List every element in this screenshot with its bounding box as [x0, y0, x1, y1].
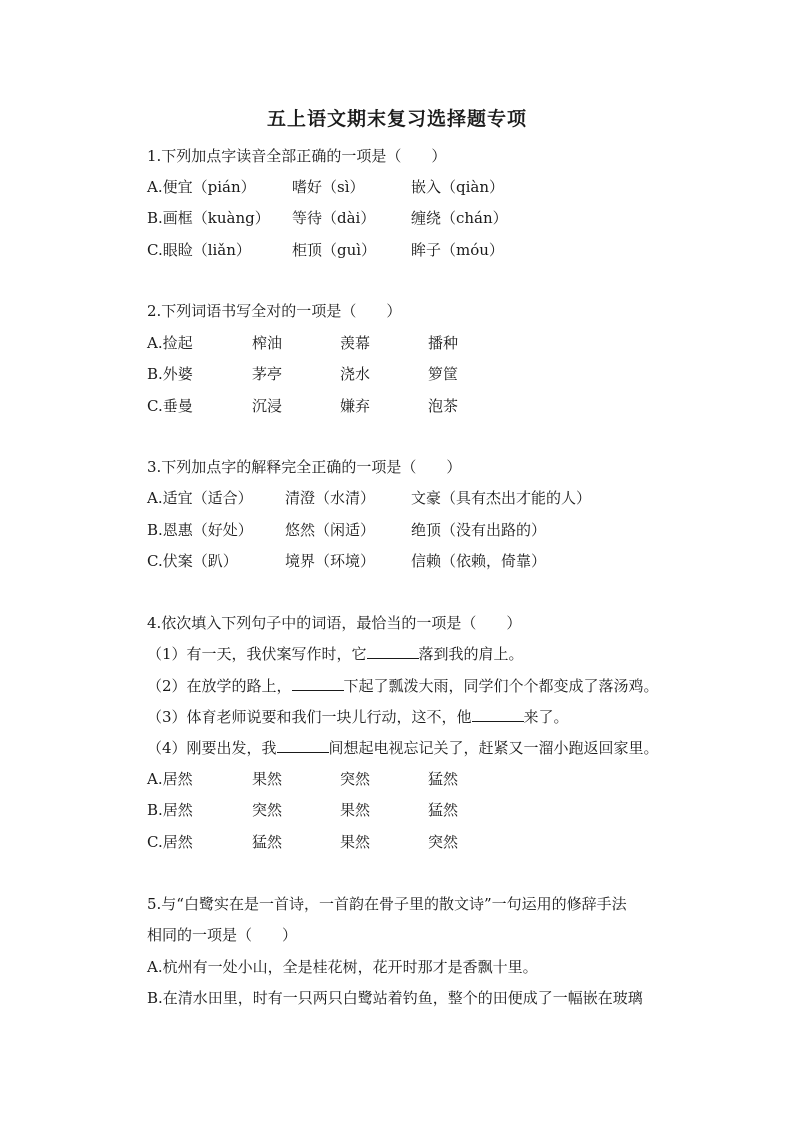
q4-option-a-2: 果然 — [252, 770, 283, 788]
q1-option-c-3: 眸子（móu） — [411, 241, 504, 259]
q4-option-c-2: 猛然 — [252, 833, 283, 851]
q4-option-c-4: 突然 — [428, 833, 459, 851]
q4-sentence-4-before: （4）刚要出发，我 — [147, 739, 277, 757]
q1-option-a-2: 嗜好（sì） — [292, 178, 365, 196]
q2-option-c-1: C.垂曼 — [147, 397, 193, 415]
q4-sentence-2-before: （2）在放学的路上， — [147, 677, 292, 695]
q4-option-c-3: 果然 — [340, 833, 371, 851]
answer-blank[interactable] — [292, 676, 344, 691]
q2-option-a-3: 羡幕 — [340, 334, 371, 352]
q1-option-a-1: A.便宜（pián） — [147, 178, 256, 196]
q2-option-c-2: 沉浸 — [252, 397, 283, 415]
q1-stem: 1.下列加点字读音全部正确的一项是（ ） — [147, 147, 447, 165]
q3-option-b-3: 绝顶（没有出路的） — [411, 521, 547, 539]
q2-option-a-1: A.捡起 — [147, 334, 193, 352]
q2-option-b-1: B.外婆 — [147, 365, 193, 383]
q4-option-c-1: C.居然 — [147, 833, 193, 851]
q3-option-c-1: C.伏案（趴） — [147, 552, 238, 570]
q4-sentence-3 — [147, 707, 569, 727]
q4-sentence-2 — [147, 676, 659, 696]
q4-option-a-4: 猛然 — [428, 770, 459, 788]
q2-option-b-3: 浇水 — [340, 365, 371, 383]
q4-option-b-4: 猛然 — [428, 801, 459, 819]
q4-sentence-1-after: 落到我的肩上。 — [418, 645, 524, 663]
q5-stem-line-1: 5.与“白鹭实在是一首诗，一首韵在骨子里的散文诗”一句运用的修辞手法 — [147, 895, 627, 913]
q1-option-a-3: 嵌入（qiàn） — [411, 178, 505, 196]
q2-option-b-2: 茅亭 — [252, 365, 283, 383]
q3-option-b-1: B.恩惠（好处） — [147, 521, 253, 539]
answer-blank[interactable] — [367, 644, 419, 659]
q4-option-b-3: 果然 — [340, 801, 371, 819]
answer-blank[interactable] — [472, 707, 524, 722]
q3-option-b-2: 悠然（闲适） — [285, 521, 376, 539]
q4-stem: 4.依次填入下列句子中的词语，最恰当的一项是（ ） — [147, 614, 522, 632]
q1-option-b-1: B.画框（kuàng） — [147, 209, 270, 227]
q2-option-c-4: 泡茶 — [428, 397, 459, 415]
q3-option-a-1: A.适宜（适合） — [147, 489, 253, 507]
q4-option-b-2: 突然 — [252, 801, 283, 819]
q3-option-c-3: 信赖（依赖，倚靠） — [411, 552, 547, 570]
q4-sentence-3-after: 来了。 — [523, 708, 569, 726]
q2-option-a-2: 榨油 — [252, 334, 283, 352]
q3-option-c-2: 境界（环境） — [285, 552, 376, 570]
q5-option-a: A.杭州有一处小山，全是桂花树，花开时那才是香飘十里。 — [147, 958, 538, 976]
q5-option-b: B.在清水田里，时有一只两只白鹭站着钓鱼，整个的田便成了一幅嵌在玻璃 — [147, 989, 643, 1007]
q5-stem-line-2: 相同的一项是（ ） — [147, 926, 298, 944]
q2-stem: 2.下列词语书写全对的一项是（ ） — [147, 302, 402, 320]
page-title: 五上语文期末复习选择题专项 — [266, 108, 527, 130]
q4-sentence-1-before: （1）有一天，我伏案写作时，它 — [147, 645, 367, 663]
q3-stem: 3.下列加点字的解释完全正确的一项是（ ） — [147, 458, 462, 476]
q4-option-a-1: A.居然 — [147, 770, 193, 788]
q4-sentence-2-after: 下起了瓢泼大雨，同学们个个都变成了落汤鸡。 — [343, 677, 659, 695]
q1-option-c-2: 柜顶（guì） — [292, 241, 377, 259]
q4-sentence-3-before: （3）体育老师说要和我们一块儿行动，这不，他 — [147, 708, 472, 726]
q3-option-a-3: 文豪（具有杰出才能的人） — [411, 489, 592, 507]
q4-sentence-4-after: 间想起电视忘记关了，赶紧又一溜小跑返回家里。 — [328, 739, 659, 757]
q4-sentence-1 — [147, 644, 524, 664]
answer-blank[interactable] — [277, 738, 329, 753]
q1-option-b-2: 等待（dài） — [292, 209, 376, 227]
q1-option-c-1: C.眼睑（liǎn） — [147, 241, 251, 259]
q1-option-b-3: 缠绕（chán） — [411, 209, 508, 227]
q4-option-b-1: B.居然 — [147, 801, 193, 819]
q2-option-c-3: 嫌弃 — [340, 397, 371, 415]
q3-option-a-2: 清澄（水清） — [285, 489, 376, 507]
q4-sentence-4 — [147, 738, 659, 758]
q4-option-a-3: 突然 — [340, 770, 371, 788]
q2-option-a-4: 播种 — [428, 334, 459, 352]
q2-option-b-4: 箩筐 — [428, 365, 459, 383]
